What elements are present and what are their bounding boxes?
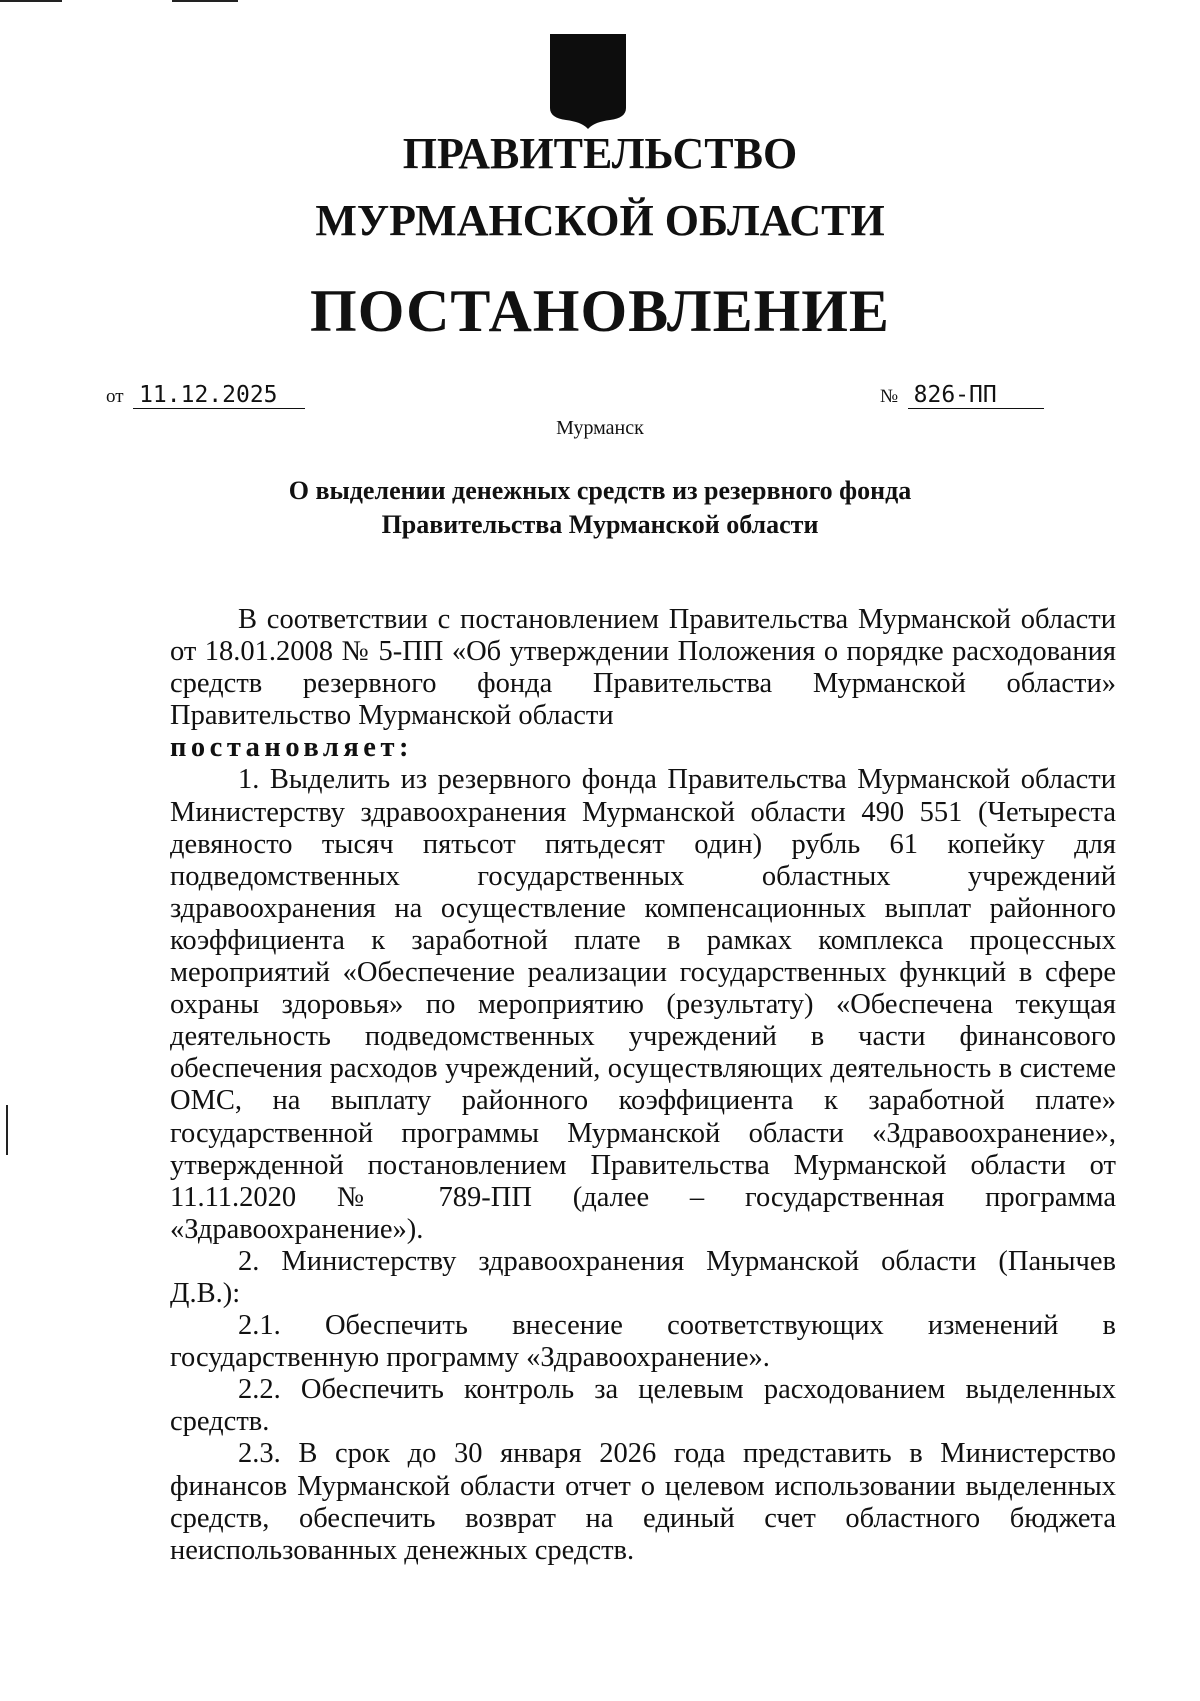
subject-line: Правительства Мурманской области xyxy=(381,510,819,539)
scan-artifact-line xyxy=(6,1105,8,1155)
document-body xyxy=(170,604,1116,1567)
government-name-line2: МУРМАНСКОЙ ОБЛАСТИ xyxy=(315,196,885,245)
body-paragraph: 2. Министерству здравоохранения Мурманской области (Панычев Д.В.): xyxy=(170,1245,1116,1309)
decree-word-paragraph xyxy=(170,732,1116,764)
body-paragraph: 2.2. Обеспечить контроль за целевым расходованием выделенных средств. xyxy=(170,1374,1116,1438)
decree-word: постановляет: xyxy=(170,732,413,764)
number-value: 826-ПП xyxy=(908,382,1044,409)
coat-of-arms-emblem-icon xyxy=(548,32,628,130)
city-name: Мурманск xyxy=(556,417,644,439)
body-paragraph: 1. Выделить из резервного фонда Правительства Мурманской области Министерству здравоохранения Мурманской области 490 551 (Четыреста девяносто тысяч пятьсот пятьдесят один) рубль 61 копейку для подведомственных государственных областных учреждений здравоохранения на осуществление компенсационных выплат районного коэффициента к заработной плате в рамках комплекса процессных мероприятий «Обеспечение реализации государственных функций в сфере охраны здоровья» по мероприятию (результату) «Обеспечена текущая деятельность подведомственных учреждений в части финансового обеспечения расходов учреждений, осуществляющих деятельность в системе ОМС, на выплату районного коэффициента к заработной плате» государственной программы Мурманской области «Здравоохранение», утвержденной постановлением Правительства Мурманской области от 11.11.2020 № 789-ПП (далее – государственная программа «Здравоохранение»). xyxy=(170,764,1116,1245)
number-label: № xyxy=(880,386,899,407)
document-type-title: ПОСТАНОВЛЕНИЕ xyxy=(310,278,890,344)
preamble-paragraph: В соответствии с постановлением Правительства Мурманской области от 18.01.2008 № 5-ПП «Об утверждении Положения о порядке расходования средств резервного фонда Правительства Мурманской области» Правительство Мурманской области xyxy=(170,604,1116,732)
date-label: от xyxy=(106,386,124,407)
document-date xyxy=(106,380,305,412)
body-paragraph: 2.3. В срок до 30 января 2026 года представить в Министерство финансов Мурманской области отчет о целевом использовании выделенных средств, обеспечить возврат на единый счет областного бюджета неиспользованных денежных средств. xyxy=(170,1438,1116,1566)
date-value: 11.12.2025 xyxy=(133,382,305,409)
scan-artifact-line xyxy=(172,0,238,2)
document-number xyxy=(880,380,1044,412)
body-paragraph: 2.1. Обеспечить внесение соответствующих изменений в государственную программу «Здравоохранение». xyxy=(170,1310,1116,1374)
scan-artifact-line xyxy=(0,0,62,2)
government-name-line1: ПРАВИТЕЛЬСТВО xyxy=(402,129,798,178)
subject-line: О выделении денежных средств из резервного фонда xyxy=(288,476,912,505)
document-subject xyxy=(0,474,1200,542)
